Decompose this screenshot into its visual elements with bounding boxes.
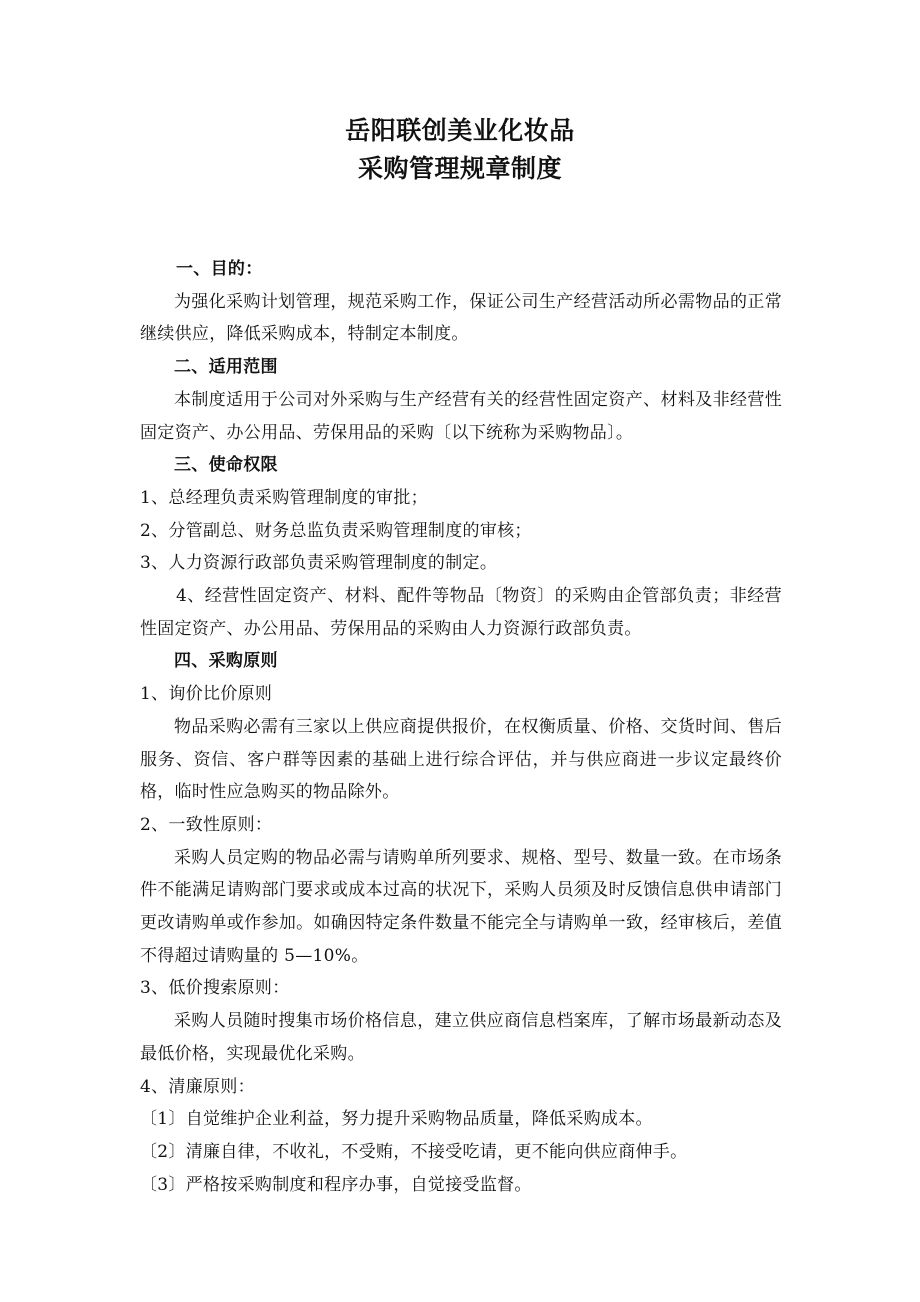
principle-heading-low-price: 3、低价搜索原则： bbox=[140, 978, 290, 999]
principle-paragraph-low-price: 采购人员随时搜集市场价格信息，建立供应商信息档案库，了解市场最新动态及最低价格，实现最优化采购。 bbox=[140, 1011, 782, 1064]
principle-paragraph-inquiry: 物品采购必需有三家以上供应商提供报价，在权衡质量、价格、交货时间、售后服务、资信、客户群等因素的基础上进行综合评估，并与供应商进一步议定最终价格，临时性应急购买的物品除外。 bbox=[140, 716, 782, 803]
integrity-clause-3: 〔3〕严格按采购制度和程序办事，自觉接受监督。 bbox=[140, 1174, 532, 1195]
authority-item-3: 3、人力资源行政部负责采购管理制度的制定。 bbox=[140, 553, 498, 574]
principle-heading-consistency: 2、一致性原则： bbox=[140, 814, 273, 835]
principle-heading-integrity: 4、清廉原则： bbox=[140, 1076, 255, 1097]
principle-paragraph-consistency: 采购人员定购的物品必需与请购单所列要求、规格、型号、数量一致。在市场条件不能满足请购部门要求或成本过高的状况下，采购人员须及时反馈信息供申请部门更改请购单或作参加。如确因特定条件数量不能完全与请购单一致，经审核后，差值不得超过请购量的 5—10%。 bbox=[140, 847, 782, 966]
title-regulation: 采购管理规章制度 bbox=[357, 154, 562, 183]
document-body bbox=[140, 253, 782, 1201]
integrity-clause-1: 〔1〕自觉维护企业利益，努力提升采购物品质量，降低采购成本。 bbox=[140, 1109, 653, 1130]
authority-item-2: 2、分管副总、财务总监负责采购管理制度的审核； bbox=[140, 520, 532, 541]
authority-item-4: 4、经营性固定资产、材料、配件等物品〔物资〕的采购由企管部负责；非经营性固定资产、办公用品、劳保用品的采购由人力资源行政部负责。 bbox=[140, 586, 782, 639]
authority-item-1: 1、总经理负责采购管理制度的审批； bbox=[140, 487, 428, 508]
section-heading-purpose: 一、目的： bbox=[176, 259, 263, 279]
section-heading-scope: 二、适用范围 bbox=[174, 357, 278, 378]
integrity-clause-2: 〔2〕清廉自律，不收礼，不受贿，不接受吃请，更不能向供应商伸手。 bbox=[140, 1141, 688, 1162]
document-title bbox=[0, 112, 920, 188]
section-heading-authority: 三、使命权限 bbox=[174, 455, 278, 476]
section-heading-principles: 四、采购原则 bbox=[174, 651, 278, 672]
section-paragraph-scope: 本制度适用于公司对外采购与生产经营有关的经营性固定资产、材料及非经营性固定资产、办公用品、劳保用品的采购〔以下统称为采购物品〕。 bbox=[140, 389, 782, 443]
section-paragraph-purpose: 为强化采购计划管理，规范采购工作，保证公司生产经营活动所必需物品的正常继续供应，降低采购成本，特制定本制度。 bbox=[140, 291, 782, 345]
principle-heading-inquiry: 1、询价比价原则 bbox=[140, 684, 273, 705]
title-company: 岳阳联创美业化妆品 bbox=[345, 116, 575, 145]
